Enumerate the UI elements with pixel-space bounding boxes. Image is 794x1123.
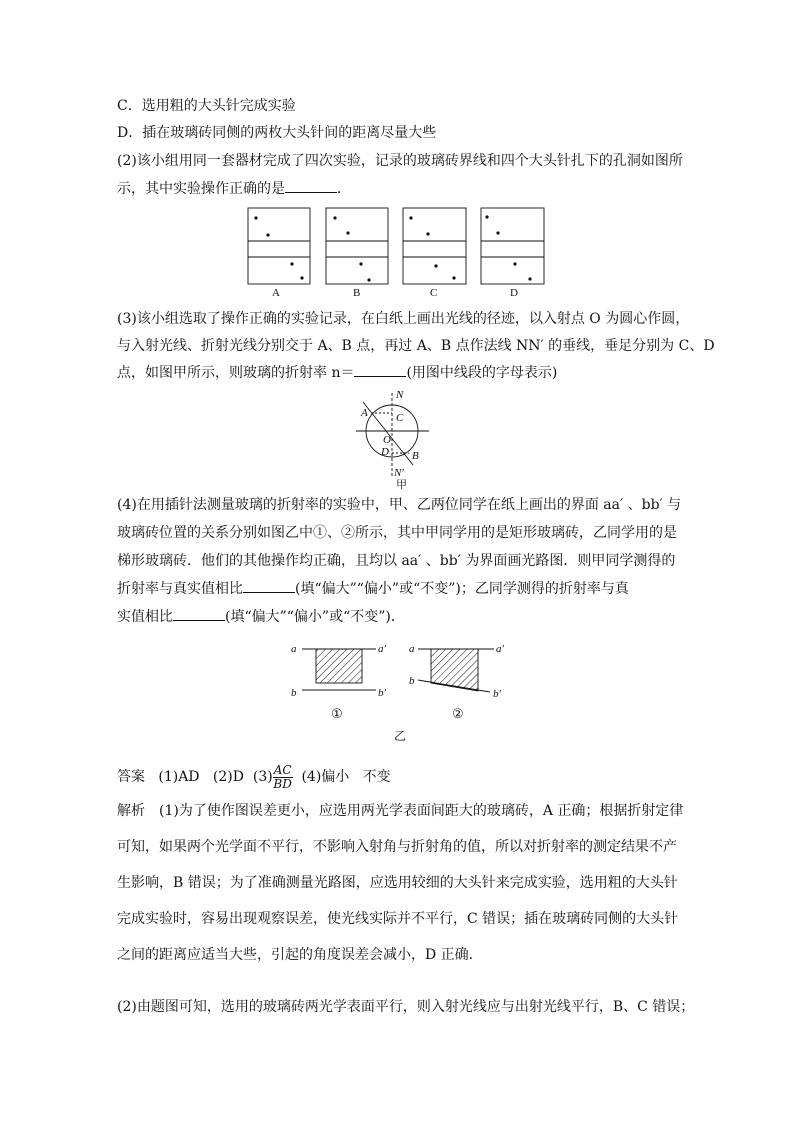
analysis-line3: 生影响，B 错误；为了准确测量光路图，应选用较细的大头针来完成实验，选用粗的大头针 <box>117 875 678 891</box>
yi1-caption: ① <box>331 706 343 721</box>
jia-label-b: B <box>412 450 419 462</box>
panel-d <box>481 208 544 284</box>
q4-line3: 梯形玻璃砖．他们的其他操作均正确，且均以 aa′ 、bb′ 为界面画光路图．则甲同学测得的 <box>117 553 676 569</box>
q2-line1: (2)该小组用同一套器材完成了四次实验，记录的玻璃砖界线和四个大头针扎下的孔洞如图所 <box>117 153 683 169</box>
yi1-a2: a′ <box>378 643 386 655</box>
q2-answer-blank[interactable] <box>285 180 337 193</box>
answer-part4: (4)偏小 <box>301 769 350 785</box>
panel-label-b: B <box>353 287 361 299</box>
q2-line2 <box>117 180 351 198</box>
panel-label-c: C <box>430 287 438 299</box>
analysis-line4: 完成实验时，容易出现观察误差，使光线实际并不平行，C 错误；插在玻璃砖同侧的大头针 <box>117 911 679 927</box>
answer-part2: (2)D <box>212 769 244 785</box>
answer-part1: (1)AD <box>158 769 200 785</box>
analysis-line6: (2)由题图可知，选用的玻璃砖两光学表面平行，则入射光线应与出射光线平行，B、C 错误； <box>117 999 695 1015</box>
q3-line3 <box>117 364 557 382</box>
q3-line3-end: (用图中线段的字母表示) <box>406 365 558 381</box>
jia-label-n: N <box>396 389 404 401</box>
q3-line2: 与入射光线、折射光线分别交于 A、B 点，再过 A、B 点作法线 NN′ 的垂线，垂足分别为 C、D <box>117 338 715 354</box>
analysis-line5: 之间的距离应适当大些，引起的角度误差会减小，D 正确. <box>117 947 474 963</box>
panel-b-pins <box>333 216 370 281</box>
yi2-a: a <box>409 643 415 655</box>
panel-label-a: A <box>272 287 280 299</box>
q4-line2: 玻璃砖位置的关系分别如图乙中①、②所示，其中甲同学用的是矩形玻璃砖，乙同学用的是 <box>117 525 677 541</box>
yi2-caption: ② <box>452 706 464 721</box>
panel-label-d: D <box>510 287 518 299</box>
yi1-a: a <box>291 643 297 655</box>
q2-line2-text: 示，其中实验操作正确的是 <box>117 181 285 197</box>
answer-line <box>117 762 391 792</box>
q3-line1: (3)该小组选取了操作正确的实验记录，在白纸上画出光线的径迹，以入射点 O 为圆心作圆， <box>117 311 690 327</box>
q4-line5-end: (填“偏大”“偏小”或“不变”)． <box>225 609 405 625</box>
q3-answer-blank[interactable] <box>354 364 406 377</box>
yi-fig1 <box>302 649 376 690</box>
q2-figure <box>0 200 794 320</box>
jia-label-c: C <box>396 412 404 424</box>
jia-label-a: A <box>361 407 368 419</box>
figure-jia <box>0 385 794 495</box>
panel-a <box>248 208 310 284</box>
jia-label-d: D <box>381 446 389 458</box>
q4-line4 <box>117 580 629 598</box>
analysis-line1: 解析 (1)为了使作图误差更小，应选用两光学表面间距大的玻璃砖，A 正确；根据折射定律 <box>117 803 684 819</box>
answer-label: 答案 <box>117 769 145 785</box>
fraction-denominator: BD <box>273 776 292 791</box>
answer-part3: (3) <box>252 769 273 785</box>
yi1-b: b <box>291 687 297 699</box>
yi2-b: b <box>409 675 415 687</box>
q4-blank-2[interactable] <box>173 608 225 621</box>
answer-part5: 不变 <box>362 769 391 785</box>
q2-line2-end: ． <box>337 181 351 197</box>
option-c: C．选用粗的大头针完成实验 <box>117 98 296 114</box>
q4-line4-end: (填“偏大”“偏小”或“不变”)；乙同学测得的折射率与真 <box>295 581 629 597</box>
yi1-b2: b′ <box>378 687 386 699</box>
q4-line5 <box>117 608 405 626</box>
panel-c-pins <box>409 216 455 279</box>
q4-blank-1[interactable] <box>243 580 295 593</box>
fraction-numerator: AC <box>273 762 292 777</box>
panel-a-pins <box>254 216 303 279</box>
yi2-b2: b′ <box>493 688 501 700</box>
analysis-line2: 可知，如果两个光学面不平行，不影响入射角与折射角的值，所以对折射率的测定结果不产 <box>117 839 677 855</box>
jia-label-o: O <box>383 434 391 446</box>
yi-fig2 <box>418 649 494 692</box>
jia-label-n2: N′ <box>394 467 404 479</box>
panel-d-pins <box>485 215 531 280</box>
q4-line5-text: 实值相比 <box>117 609 173 625</box>
q3-line3-text: 点，如图甲所示，则玻璃的折射率 n＝ <box>117 365 355 381</box>
q4-line4-text: 折射率与真实值相比 <box>117 581 243 597</box>
figure-yi <box>0 635 794 745</box>
yi2-a2: a′ <box>496 643 504 655</box>
yi-caption: 乙 <box>394 729 407 743</box>
q4-line1: (4)在用插针法测量玻璃的折射率的实验中，甲、乙两位同学在纸上画出的界面 aa′ 、bb′ 与 <box>117 497 682 513</box>
jia-caption: 甲 <box>396 479 407 491</box>
answer-fraction <box>273 764 293 791</box>
panel-c <box>403 208 466 284</box>
option-d: D．插在玻璃砖同侧的两枚大头针间的距离尽量大些 <box>117 125 437 141</box>
